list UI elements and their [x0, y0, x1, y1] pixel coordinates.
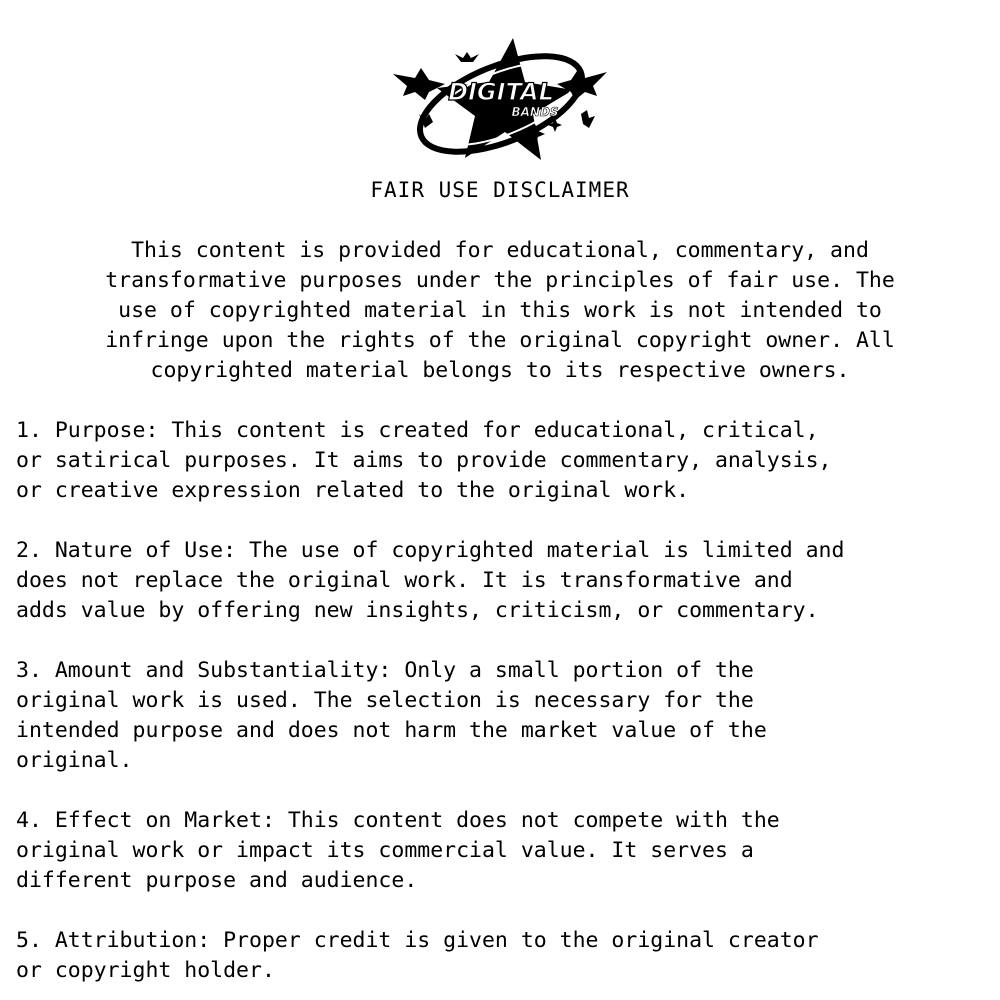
intro-line: infringe upon the rights of the original copyright owner. All — [105, 328, 895, 353]
section-line: original. — [16, 748, 133, 773]
section-line: or satirical purposes. It aims to provide commentary, analysis, — [16, 448, 832, 473]
small-bat-icon — [455, 52, 479, 62]
section-effect-on-market — [16, 806, 996, 896]
section-purpose — [16, 416, 996, 506]
section-line: or copyright holder. — [16, 958, 275, 983]
section-attribution — [16, 926, 996, 986]
page-title: FAIR USE DISCLAIMER — [370, 178, 630, 202]
logo-word-digital: DIGITAL — [448, 78, 554, 106]
section-line: adds value by offering new insights, criticism, or commentary. — [16, 598, 819, 623]
section-line: 3. Amount and Substantiality: Only a small portion of the — [16, 658, 754, 683]
section-line: does not replace the original work. It is transformative and — [16, 568, 793, 593]
section-line: intended purpose and does not harm the market value of the — [16, 718, 767, 743]
intro-line: use of copyrighted material in this work is not intended to — [118, 298, 882, 323]
section-line: different purpose and audience. — [16, 868, 418, 893]
section-line: 2. Nature of Use: The use of copyrighted material is limited and — [16, 538, 845, 563]
intro-line: This content is provided for educational, commentary, and — [131, 238, 869, 263]
small-bat-icon — [581, 110, 595, 128]
section-line: 1. Purpose: This content is created for educational, critical, — [16, 418, 819, 443]
section-line: original work is used. The selection is necessary for the — [16, 688, 754, 713]
section-nature-of-use — [16, 536, 996, 626]
section-line: or creative expression related to the original work. — [16, 478, 690, 503]
logo-word-bands: BANDS — [511, 105, 559, 119]
section-line: 4. Effect on Market: This content does not compete with the — [16, 808, 780, 833]
intro-line: transformative purposes under the principles of fair use. The — [105, 268, 895, 293]
section-line: 5. Attribution: Proper credit is given to the original creator — [16, 928, 819, 953]
section-amount-substantiality — [16, 656, 996, 776]
digital-bands-logo — [385, 34, 615, 164]
intro-line: copyrighted material belongs to its respective owners. — [150, 358, 850, 383]
section-line: original work or impact its commercial value. It serves a — [16, 838, 754, 863]
intro-paragraph — [10, 236, 990, 386]
